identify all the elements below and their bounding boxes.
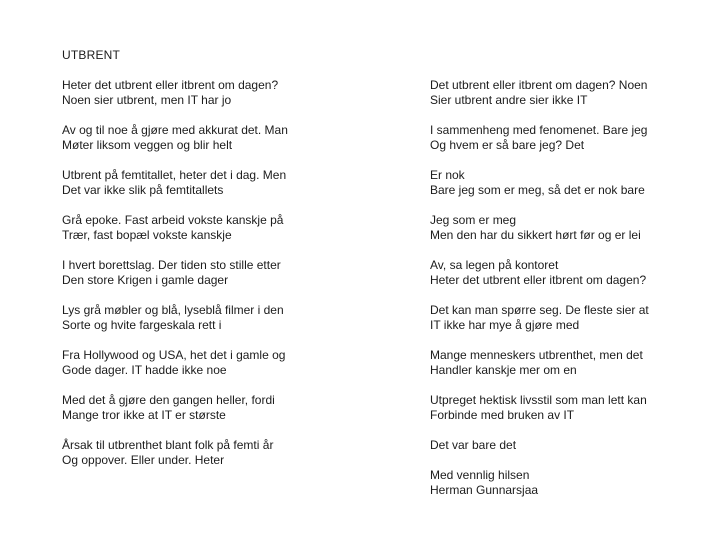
poem-column-left xyxy=(62,48,392,483)
stanza xyxy=(62,393,392,423)
stanza xyxy=(62,123,392,153)
poem-line: Trær, fast bopæl vokste kanskje xyxy=(62,228,232,242)
poem-line: Mange menneskers utbrenthet, men det xyxy=(430,348,643,362)
poem-line: Det var ikke slik på femtitallets xyxy=(62,183,224,197)
stanza xyxy=(62,258,392,288)
stanza xyxy=(430,168,710,198)
stanza xyxy=(430,258,710,288)
poem-line: Utbrent på femtitallet, heter det i dag. Men xyxy=(62,168,287,182)
poem-left-stanzas xyxy=(62,78,392,468)
poem-line: Grå epoke. Fast arbeid vokste kanskje på xyxy=(62,213,284,227)
stanza xyxy=(430,78,710,108)
poem-line: Bare jeg som er meg, så det er nok bare xyxy=(430,183,645,197)
poem-title: UTBRENT xyxy=(62,48,121,62)
stanza xyxy=(62,348,392,378)
poem-line: Jeg som er meg xyxy=(430,213,517,227)
poem-line: Den store Krigen i gamle dager xyxy=(62,273,229,287)
stanza xyxy=(430,303,710,333)
poem-right-stanzas xyxy=(430,78,710,498)
stanza xyxy=(62,438,392,468)
poem-line: Med vennlig hilsen xyxy=(430,468,530,482)
stanza xyxy=(62,213,392,243)
poem-line: Mange tror ikke at IT er største xyxy=(62,408,226,422)
poem-line: Det utbrent eller itbrent om dagen? Noen xyxy=(430,78,648,92)
poem-line: Av og til noe å gjøre med akkurat det. Man xyxy=(62,123,288,137)
poem-line: Heter det utbrent eller itbrent om dagen? xyxy=(62,78,279,92)
stanza xyxy=(430,213,710,243)
poem-line: Møter liksom veggen og blir helt xyxy=(62,138,233,152)
poem-line: Med det å gjøre den gangen heller, fordi xyxy=(62,393,275,407)
poem-line: Av, sa legen på kontoret xyxy=(430,258,559,272)
poem-line: Forbinde med bruken av IT xyxy=(430,408,575,422)
poem-line: Men den har du sikkert hørt før og er lei xyxy=(430,228,641,242)
stanza xyxy=(430,123,710,153)
poem-line: Sorte og hvite fargeskala rett i xyxy=(62,318,222,332)
stanza xyxy=(430,438,710,453)
poem-line: Handler kanskje mer om en xyxy=(430,363,577,377)
poem-line: Sier utbrent andre sier ikke IT xyxy=(430,93,588,107)
poem-line: Heter det utbrent eller itbrent om dagen? xyxy=(430,273,647,287)
stanza xyxy=(62,78,392,108)
poem-line: Og oppover. Eller under. Heter xyxy=(62,453,225,467)
poem-line: Det var bare det xyxy=(430,438,517,452)
poem-line: I sammenheng med fenomenet. Bare jeg xyxy=(430,123,648,137)
poem-line: Og hvem er så bare jeg? Det xyxy=(430,138,585,152)
stanza xyxy=(62,303,392,333)
poem-line: Herman Gunnarsjaa xyxy=(430,483,539,497)
stanza xyxy=(430,348,710,378)
stanza xyxy=(430,393,710,423)
poem-line: I hvert borettslag. Der tiden sto stille etter xyxy=(62,258,281,272)
poem-line: Det kan man spørre seg. De fleste sier at xyxy=(430,303,649,317)
stanza xyxy=(62,168,392,198)
poem-line: Er nok xyxy=(430,168,465,182)
poem-column-right xyxy=(430,78,710,513)
poem-line: Utpreget hektisk livsstil som man lett kan xyxy=(430,393,647,407)
stanza xyxy=(430,468,710,498)
poem-line: Noen sier utbrent, men IT har jo xyxy=(62,93,232,107)
poem-line: Gode dager. IT hadde ikke noe xyxy=(62,363,227,377)
poem-line: Lys grå møbler og blå, lyseblå filmer i den xyxy=(62,303,284,317)
poem-line: Årsak til utbrenthet blant folk på femti år xyxy=(62,438,274,452)
poem-line: Fra Hollywood og USA, het det i gamle og xyxy=(62,348,286,362)
poem-line: IT ikke har mye å gjøre med xyxy=(430,318,580,332)
